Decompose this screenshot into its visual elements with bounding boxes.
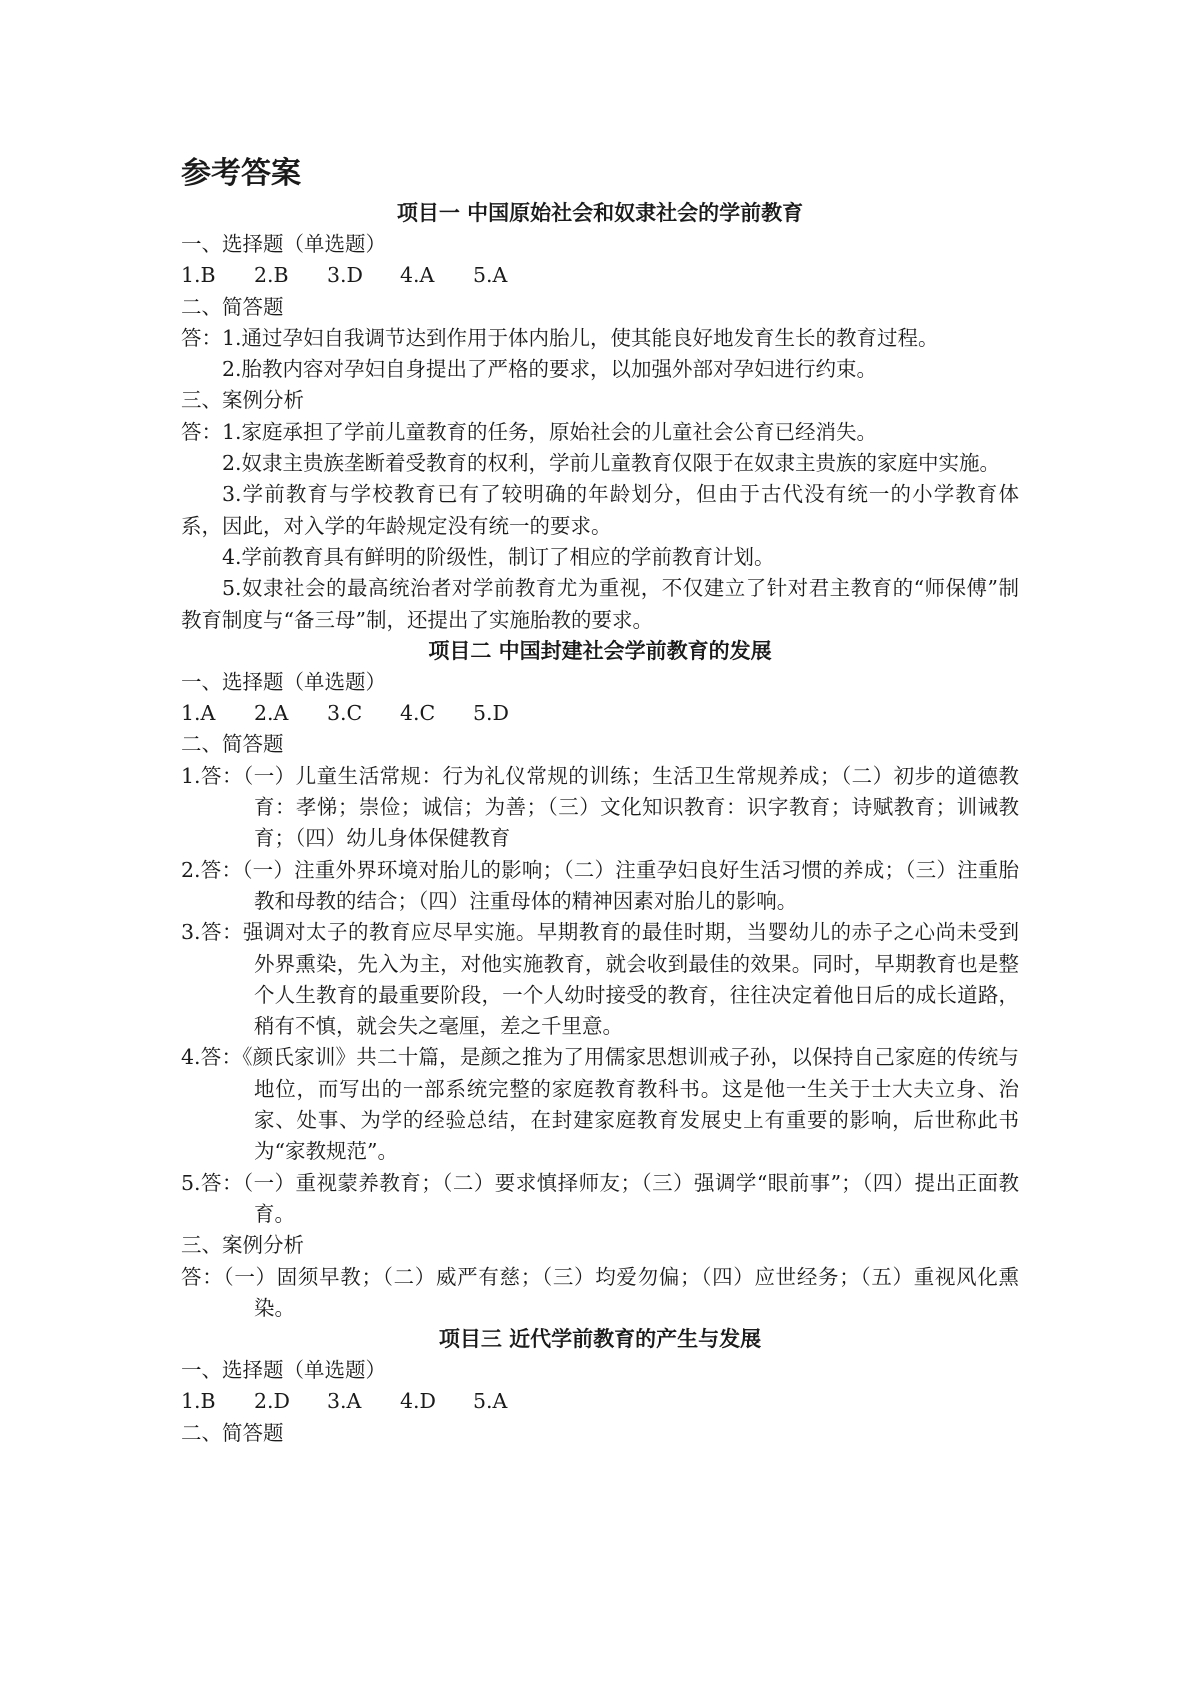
project-two-title: 项目二 中国封建社会学前教育的发展	[428, 638, 772, 663]
project-three-section	[181, 1324, 1019, 1449]
document-page	[181, 150, 1019, 1449]
answer-item: 4.D	[400, 1389, 436, 1414]
project-one-section	[181, 198, 1019, 636]
answer-paragraph: 4.答：《颜氏家训》共二十篇，是颜之推为了用儒家思想训戒子孙，以保持自己家庭的传统与地位，而写出的一部系统完整的家庭教育教科书。这是他一生关于士大夫立身、治家、处事、为学的经验总结，在封建家庭教育发展史上有重要的影响，后世称此书为“家教规范”。	[181, 1045, 1019, 1164]
answer-paragraph: 2.胎教内容对孕妇自身提出了严格的要求，以加强外部对孕妇进行约束。	[222, 357, 878, 382]
answer-item: 4.C	[400, 701, 436, 726]
answer-item: 3.A	[327, 1389, 362, 1414]
answer-item: 2.A	[254, 701, 289, 726]
answer-paragraph: 1.答：（一）儿童生活常规：行为礼仪常规的训练；生活卫生常规养成；（二）初步的道德教育：孝悌；崇俭；诚信；为善；（三）文化知识教育：识字教育；诗赋教育；训诫教育；（四）幼儿身体保健教育	[181, 763, 1019, 851]
project-three-title: 项目三 近代学前教育的产生与发展	[438, 1327, 762, 1352]
answer-item: 2.D	[254, 1389, 290, 1414]
answer-item: 5.A	[473, 263, 508, 288]
answer-paragraph: 答：1.家庭承担了学前儿童教育的任务，原始社会的儿童社会公育已经消失。	[181, 419, 878, 444]
answer-paragraph: 5.奴隶社会的最高统治者对学前教育尤为重视，不仅建立了针对君主教育的“师保傅”制教育制度与“备三母”制，还提出了实施胎教的要求。	[181, 576, 1019, 632]
section-heading-short-answer: 二、简答题	[181, 732, 284, 757]
answer-paragraph: 4.学前教育具有鲜明的阶级性，制订了相应的学前教育计划。	[222, 544, 775, 569]
answer-item: 1.A	[181, 701, 216, 726]
section-heading-choice: 一、选择题（单选题）	[181, 1358, 386, 1383]
document-title: 参考答案	[181, 156, 301, 191]
section-heading-case-analysis: 三、案例分析	[181, 388, 304, 413]
section-heading-case-analysis: 三、案例分析	[181, 1233, 304, 1258]
answer-item: 5.D	[473, 701, 509, 726]
answer-item: 2.B	[254, 263, 289, 288]
answer-item: 4.A	[400, 263, 435, 288]
answer-paragraph: 3.学前教育与学校教育已有了较明确的年龄划分，但由于古代没有统一的小学教育体系，因此，对入学的年龄规定没有统一的要求。	[181, 482, 1019, 538]
section-heading-choice: 一、选择题（单选题）	[181, 669, 386, 694]
section-heading-choice: 一、选择题（单选题）	[181, 232, 386, 256]
answer-paragraph: 3.答：强调对太子的教育应尽早实施。早期教育的最佳时期，当婴幼儿的赤子之心尚未受到外界熏染，先入为主，对他实施教育，就会收到最佳的效果。同时，早期教育也是整个人生教育的最重要阶段，一个人幼时接受的教育，往往决定着他日后的成长道路，稍有不慎，就会失之毫厘，差之千里意。	[181, 920, 1019, 1039]
section-heading-short-answer: 二、简答题	[181, 294, 284, 319]
answer-item: 1.B	[181, 1389, 216, 1414]
choice-answers	[181, 260, 1019, 291]
project-one-title: 项目一 中国原始社会和奴隶社会的学前教育	[396, 201, 804, 225]
answer-item: 5.A	[473, 1389, 508, 1414]
choice-answers	[181, 1386, 1019, 1417]
answer-item: 3.C	[327, 701, 363, 726]
answer-item: 1.B	[181, 263, 216, 288]
section-heading-short-answer: 二、简答题	[181, 1420, 284, 1445]
answer-paragraph: 答：1.通过孕妇自我调节达到作用于体内胎儿，使其能良好地发育生长的教育过程。	[181, 325, 939, 350]
choice-answers	[181, 698, 1019, 729]
answer-paragraph: 5.答：（一）重视蒙养教育；（二）要求慎择师友；（三）强调学“眼前事”；（四）提出正面教育。	[181, 1170, 1019, 1226]
answer-item: 3.D	[327, 263, 363, 288]
answer-paragraph: 2.奴隶主贵族垄断着受教育的权利，学前儿童教育仅限于在奴隶主贵族的家庭中实施。	[222, 451, 1001, 476]
answer-paragraph: 2.答：（一）注重外界环境对胎儿的影响；（二）注重孕妇良好生活习惯的养成；（三）注重胎教和母教的结合；（四）注重母体的精神因素对胎儿的影响。	[181, 857, 1019, 913]
project-two-section	[181, 636, 1019, 1324]
answer-paragraph: 答：（一）固须早教；（二）威严有慈；（三）均爱勿偏；（四）应世经务；（五）重视风化熏染。	[181, 1264, 1019, 1320]
